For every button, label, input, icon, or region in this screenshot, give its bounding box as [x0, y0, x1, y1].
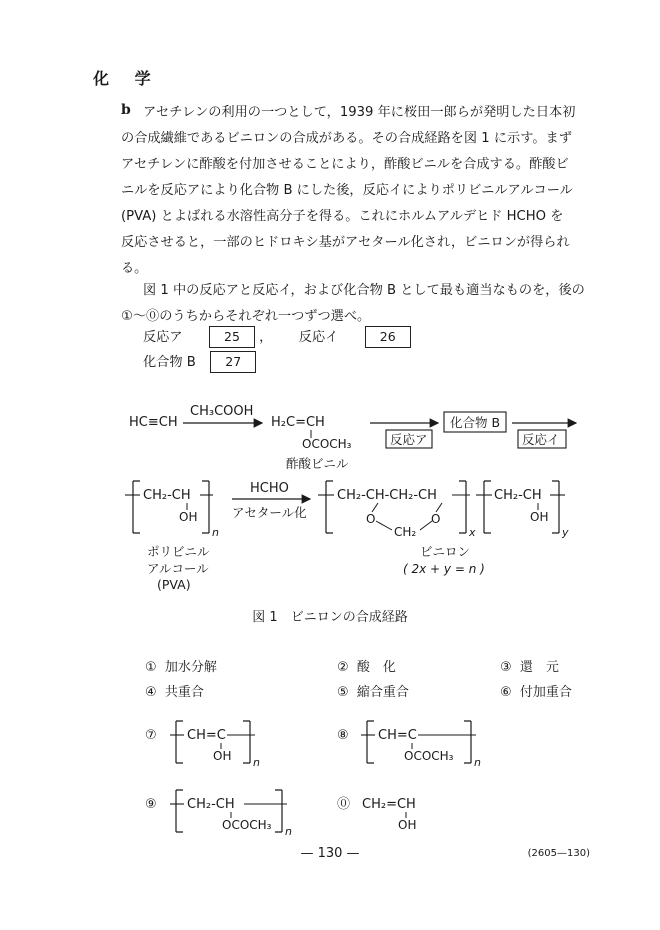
option-4[interactable] [145, 681, 204, 700]
answer-row-reactions [143, 326, 411, 348]
option-9[interactable] [145, 790, 292, 838]
text-line: ①～⓪のうちからそれぞれ一つずつ選べ。 [121, 309, 371, 324]
answer-box-25[interactable]: 25 [209, 326, 255, 348]
answer-row-compound [143, 351, 256, 373]
vinyl-acetate-sub: OCOCH₃ [302, 437, 352, 451]
option-text: 加水分解 [164, 660, 217, 675]
vinyl-acetate-top: H₂C=CH [271, 415, 325, 430]
option-number: ⓪ [337, 797, 351, 812]
acetic-acid-label: CH₃COOH [190, 404, 254, 419]
option-number: ⑦ [145, 728, 157, 743]
text-line: 図 1 中の反応アと反応イ，および化合物 B として最も適当なものを，後の [143, 283, 585, 298]
compound-b-box-label: 化合物 B [450, 415, 501, 430]
option-number: ② [337, 660, 349, 675]
option-1[interactable] [145, 656, 217, 675]
vinylon-o-left: O [366, 512, 376, 526]
option-number: ⑧ [337, 728, 349, 743]
vinylon-y: y [562, 526, 569, 539]
option-7[interactable] [145, 721, 260, 769]
option-6[interactable] [500, 681, 572, 700]
option-text: 縮合重合 [356, 685, 409, 700]
text-line: アセチレンの利用の一つとして，1939 年に桜田一郎らが発明した日本初 [143, 105, 576, 120]
structure-chain: CH=C [187, 728, 226, 743]
text-line: る。 [121, 261, 148, 276]
hcho-label: HCHO [250, 481, 289, 496]
pva-n: n [212, 526, 219, 539]
compound-b-label: 化合物 B [143, 355, 196, 370]
vinylon-o-right: O [431, 512, 441, 526]
reaction-i-label: 反応イ [298, 330, 339, 345]
option-number: ⑤ [337, 685, 349, 700]
reaction-a-label: 反応ア [143, 330, 183, 345]
question-label: b [121, 102, 131, 118]
reaction-i-box-label: 反応イ [522, 432, 560, 447]
text-line: アセチレンに酢酸を付加させることにより，酢酸ビニルを合成する。酢酸ビ [121, 157, 569, 172]
structure-n: n [285, 825, 292, 838]
structure-n: n [474, 756, 481, 769]
structure-n: n [253, 756, 260, 769]
option-5[interactable] [337, 681, 409, 700]
structure-sub: OH [398, 818, 417, 832]
answer-box-26[interactable]: 26 [365, 326, 411, 348]
option-number: ① [145, 660, 157, 675]
option-number: ④ [145, 685, 157, 700]
option-number: ⑥ [500, 685, 512, 700]
pva-name-line2: アルコール [147, 561, 209, 576]
pva-structure [125, 481, 219, 539]
pva-name-line1: ポリビニル [147, 544, 210, 559]
option-text: 還 元 [519, 660, 559, 675]
text-line: の合成繊維であるビニロンの合成がある。その合成経路を図 1 に示す。まず [121, 131, 572, 146]
vinylon-relation: ( 2x + y = n ) [403, 562, 485, 576]
pva-chain: CH₂-CH [143, 488, 191, 503]
structure-sub: OH [213, 749, 232, 763]
structure-chain: CH₂-CH [187, 797, 235, 812]
option-0[interactable] [337, 797, 416, 832]
vinylon-chain2: CH₂-CH [494, 488, 542, 503]
structure-chain: CH=C [378, 728, 417, 743]
acetalization-label: アセタール化 [232, 505, 307, 520]
figure-caption: 図 1 ビニロンの合成経路 [252, 610, 408, 625]
text-line: (PVA) とよばれる水溶性高分子を得る。これにホルムアルデヒド HCHO を [121, 209, 564, 224]
page-code: (2605—130) [527, 848, 590, 859]
text-line: ニルを反応アにより化合物 B にした後，反応イによりポリビニルアルコール [121, 183, 573, 198]
structure-sub: OCOCH₃ [404, 749, 454, 763]
vinylon-x: x [469, 526, 476, 539]
option-text: 付加重合 [519, 685, 572, 700]
vinylon-chain: CH₂-CH-CH₂-CH [337, 488, 437, 503]
question-paragraph-2 [121, 278, 589, 330]
vinylon-ch2: CH₂ [394, 525, 417, 539]
page-number: — 130 — [300, 846, 360, 861]
structure-options [0, 715, 660, 845]
option-text: 共重合 [164, 685, 204, 700]
option-2[interactable] [337, 656, 396, 675]
pva-name-line3: (PVA) [157, 577, 191, 592]
vinylon-name: ビニロン [420, 544, 471, 559]
option-8[interactable] [337, 721, 481, 769]
acetylene-formula: HC≡CH [129, 415, 178, 430]
vinylon-structure [318, 481, 569, 539]
reaction-a-box-label: 反応ア [390, 432, 428, 447]
structure-sub: OCOCH₃ [222, 818, 272, 832]
synthesis-scheme [0, 390, 660, 600]
option-text: 酸 化 [356, 660, 396, 675]
answer-box-27[interactable]: 27 [210, 351, 256, 373]
subject-title: 化 学 [93, 69, 161, 88]
option-number: ③ [500, 660, 512, 675]
vinyl-acetate-name: 酢酸ビニル [286, 456, 349, 471]
option-number: ⑨ [145, 797, 157, 812]
text-line: 反応させると，一部のヒドロキシ基がアセタール化され，ビニロンが得られ [121, 235, 570, 250]
structure-chain: CH₂=CH [362, 797, 416, 812]
separator: ， [259, 330, 273, 345]
option-3[interactable] [500, 656, 559, 675]
pva-oh: OH [179, 510, 198, 524]
vinylon-oh: OH [530, 510, 549, 524]
question-paragraph-1 [121, 100, 589, 282]
